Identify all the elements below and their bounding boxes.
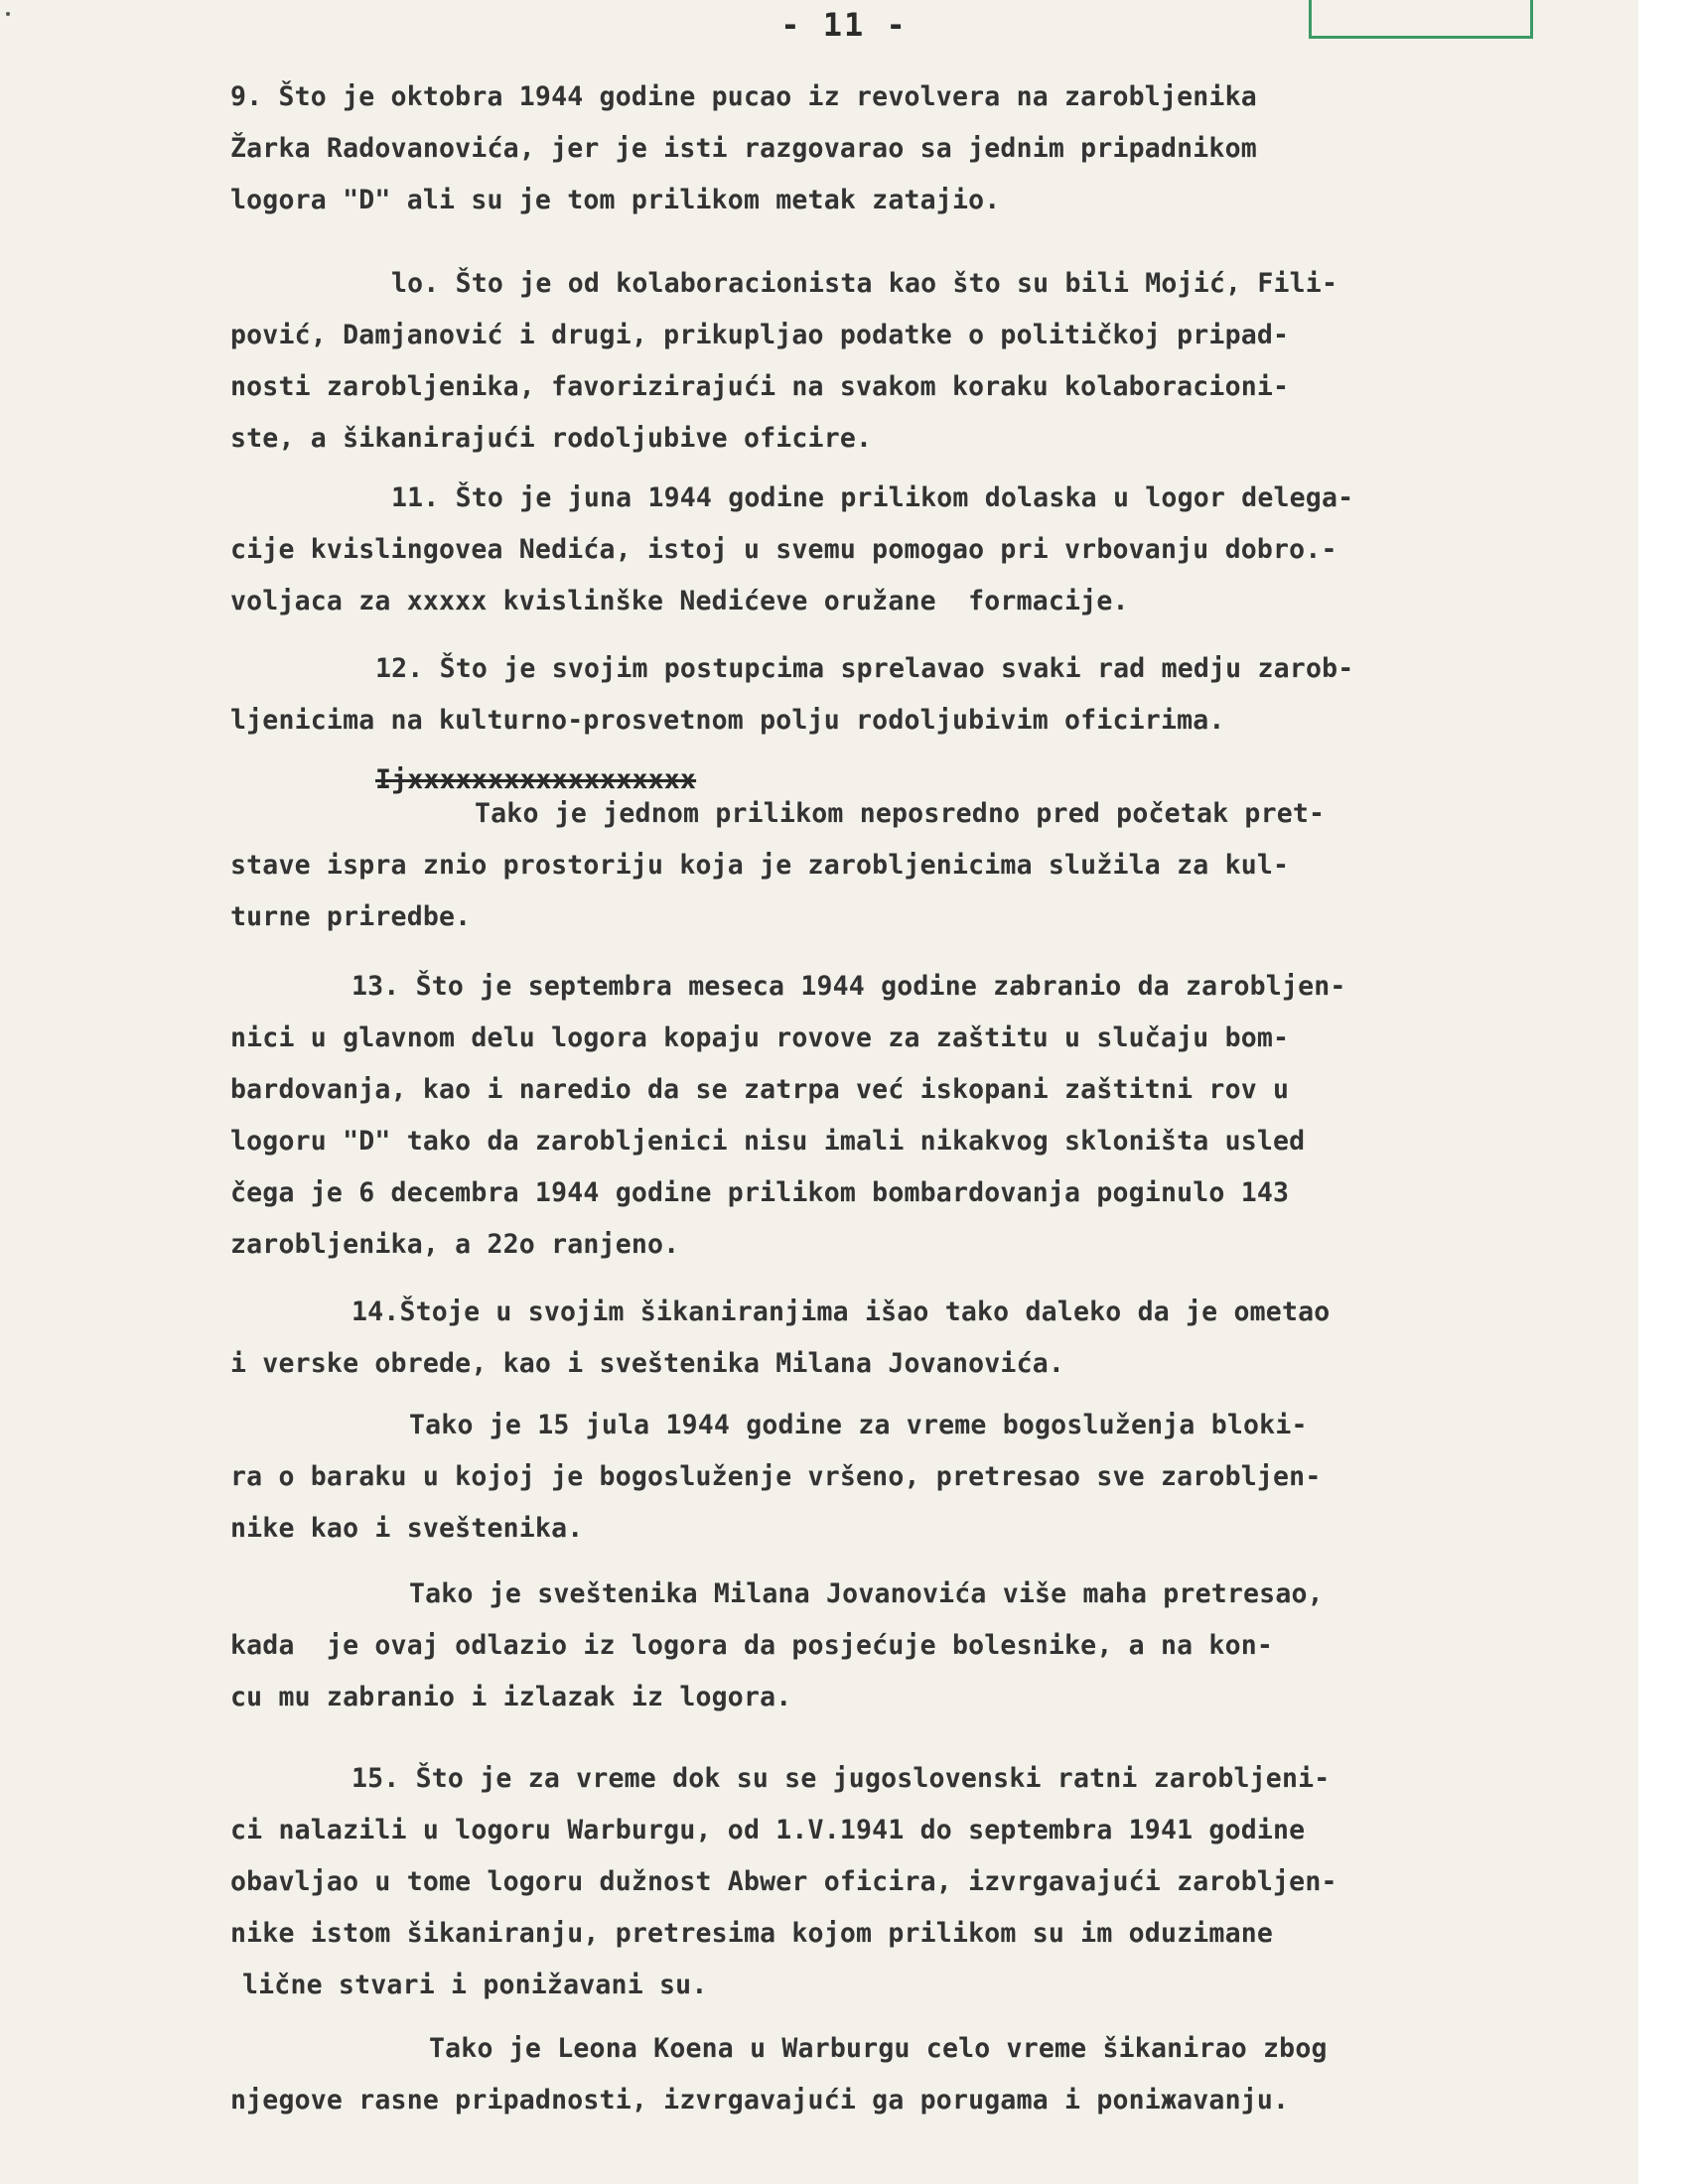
- text-line: nike kao i sveštenika.: [230, 1513, 584, 1544]
- text-line: ljenicima na kulturno-prosvetnom polju rodoljubivim oficirima.: [230, 705, 1225, 736]
- text-line: obavljao u tome logoru dužnost Abwer oficira, izvrgavajući zarobljen-: [230, 1866, 1337, 1897]
- text-line: 9. Što je oktobra 1944 godine pucao iz revolvera na zarobljenika: [230, 81, 1257, 112]
- text-line: ci nalazili u logoru Warburgu, od 1.V.1941 do septembra 1941 godine: [230, 1815, 1306, 1845]
- page-number: - 11 -: [780, 6, 908, 44]
- scan-margin: [1638, 0, 1688, 2184]
- text-line: 15. Što je za vreme dok su se jugoslovenski ratni zarobljeni-: [352, 1763, 1331, 1794]
- text-line: Tako je jednom prilikom neposredno pred početak pret-: [475, 798, 1326, 829]
- text-line: zarobljenika, a 22o ranjeno.: [230, 1229, 680, 1260]
- text-line: njegove rasne pripadnosti, izvrgavajući ga porugama i poniжavanju.: [230, 2085, 1290, 2116]
- text-line: ra o baraku u kojoj je bogosluženje vršeno, pretresao sve zarobljen-: [230, 1461, 1322, 1492]
- text-line: 11. Što je juna 1944 godine prilikom dolaska u logor delega-: [391, 482, 1354, 513]
- text-line: cu mu zabranio i izlazak iz logora.: [230, 1682, 792, 1712]
- text-line: turne priredbe.: [230, 901, 472, 932]
- text-line: lične stvari i ponižavani su.: [242, 1970, 708, 2000]
- text-line: bardovanja, kao i naredio da se zatrpa već iskopani zaštitni rov u: [230, 1074, 1290, 1105]
- text-line: 14.Štoje u svojim šikaniranjima išao tako daleko da je ometao: [352, 1297, 1331, 1327]
- text-line: Tako je Leona Koena u Warburgu celo vreme šikanirao zbog: [429, 2033, 1328, 2064]
- text-line: 13. Što je septembra meseca 1944 godine zabranio da zarobljen-: [352, 971, 1346, 1002]
- text-line: stave ispra znio prostoriju koja je zarobljenicima služila za kul-: [230, 850, 1290, 881]
- text-line: Ijxxxxxxxxxxxxxxxxxx: [375, 764, 697, 795]
- text-line: Tako je sveštenika Milana Jovanovića više maha pretresao,: [409, 1578, 1324, 1609]
- text-line: i verske obrede, kao i sveštenika Milana Jovanovića.: [230, 1348, 1065, 1379]
- text-line: nosti zarobljenika, favorizirajući na svakom koraku kolaboracioni-: [230, 371, 1290, 402]
- text-line: nici u glavnom delu logora kopaju rovove za zaštitu u slučaju bom-: [230, 1023, 1290, 1053]
- text-line: čega je 6 decembra 1944 godine prilikom bombardovanja poginulo 143: [230, 1177, 1290, 1208]
- text-line: ste, a šikanirajući rodoljubive oficire.: [230, 423, 873, 454]
- text-line: 12. Što je svojim postupcima sprelavao svaki rad medju zarob-: [375, 653, 1354, 684]
- text-line: Tako je 15 jula 1944 godine za vreme bogosluženja bloki-: [409, 1410, 1308, 1440]
- text-line: nike istom šikaniranju, pretresima kojom prilikom su im oduzimane: [230, 1918, 1274, 1949]
- text-line: lo. Što je od kolaboracionista kao što su bili Mojić, Fili-: [391, 268, 1338, 299]
- text-line: logoru "D" tako da zarobljenici nisu imali nikakvog skloništa usled: [230, 1126, 1306, 1157]
- text-line: kada je ovaj odlazio iz logora da posjećuje bolesnike, a na kon-: [230, 1630, 1274, 1661]
- text-line: pović, Damjanović i drugi, prikupljao podatke o političkoj pripad-: [230, 320, 1290, 350]
- text-line: logora "D" ali su je tom prilikom metak zatajio.: [230, 185, 1001, 215]
- text-line: cije kvislingovea Nedića, istoj u svemu pomogao pri vrbovanju dobro.-: [230, 534, 1337, 565]
- text-line: Žarka Radovanovića, jer je isti razgovarao sa jednim pripadnikom: [230, 133, 1257, 164]
- text-line: voljaca za xxxxx kvislinške Nedićeve oružane formacije.: [230, 586, 1129, 616]
